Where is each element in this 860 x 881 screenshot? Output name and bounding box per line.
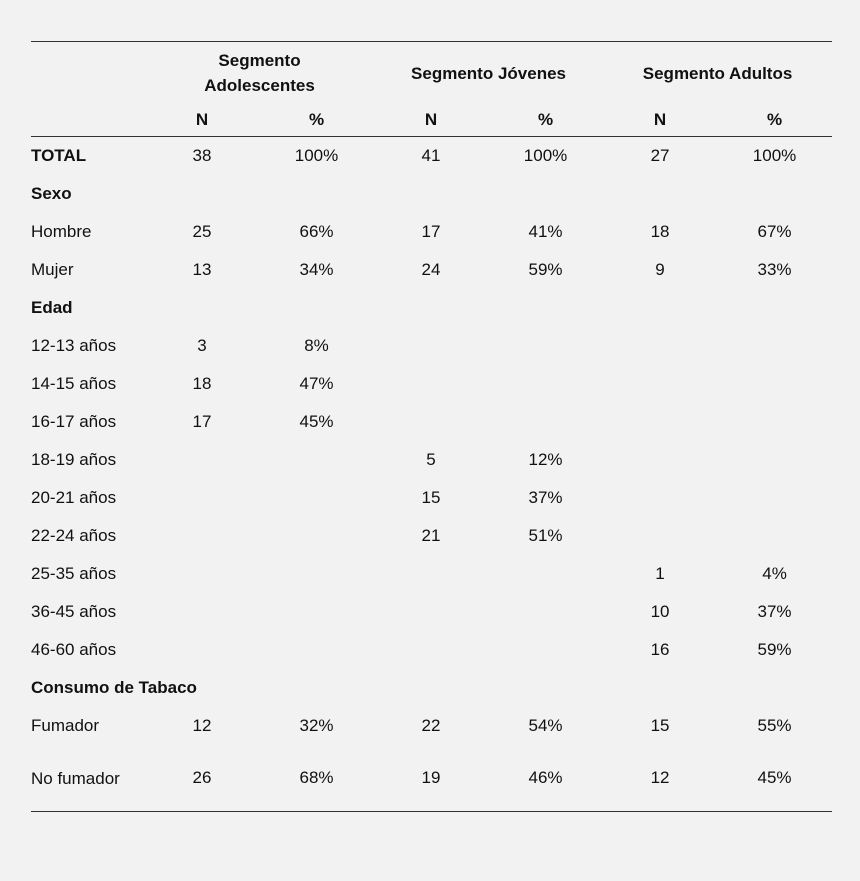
subheader-empty-cell bbox=[31, 104, 145, 137]
count-cell bbox=[145, 555, 259, 593]
count-cell bbox=[603, 517, 717, 555]
row-label: 20-21 años bbox=[31, 488, 117, 507]
row-label: 22-24 años bbox=[31, 526, 117, 545]
table-row bbox=[31, 365, 832, 403]
table-row bbox=[31, 517, 832, 555]
count-cell: 1 bbox=[655, 564, 665, 583]
row-label: 46-60 años bbox=[31, 640, 117, 659]
percent-cell bbox=[488, 327, 603, 365]
percent-cell bbox=[259, 593, 374, 631]
row-label: No fumador bbox=[31, 745, 145, 812]
row-label: Hombre bbox=[31, 222, 92, 241]
percent-cell bbox=[259, 479, 374, 517]
percent-cell: 41% bbox=[528, 222, 563, 241]
percent-cell bbox=[717, 669, 832, 707]
count-cell bbox=[145, 441, 259, 479]
count-cell bbox=[145, 517, 259, 555]
count-cell bbox=[603, 327, 717, 365]
count-cell bbox=[603, 479, 717, 517]
count-cell bbox=[374, 403, 488, 441]
percent-cell bbox=[717, 403, 832, 441]
section-label: Consumo de Tabaco bbox=[31, 678, 197, 697]
segment-header-row bbox=[31, 42, 832, 105]
percent-cell: 68% bbox=[259, 745, 374, 812]
table-row bbox=[31, 441, 832, 479]
subheader-pct: % bbox=[717, 104, 832, 137]
percent-cell: 59% bbox=[757, 640, 792, 659]
table-body bbox=[31, 137, 832, 812]
count-cell bbox=[145, 479, 259, 517]
count-cell: 27 bbox=[650, 146, 670, 165]
count-cell: 18 bbox=[192, 374, 212, 393]
segment-header-line: Segmento Adultos bbox=[642, 63, 793, 83]
table-row bbox=[31, 479, 832, 517]
segment-header-adolescentes bbox=[145, 42, 374, 105]
subheader-pct: % bbox=[259, 104, 374, 137]
count-cell: 38 bbox=[192, 146, 212, 165]
percent-cell bbox=[488, 593, 603, 631]
percent-cell bbox=[717, 289, 832, 327]
segment-header-line: Segmento Jóvenes bbox=[411, 63, 566, 83]
table-row bbox=[31, 631, 832, 669]
table-row bbox=[31, 403, 832, 441]
table-row bbox=[31, 669, 832, 707]
count-cell bbox=[603, 365, 717, 403]
count-cell bbox=[603, 441, 717, 479]
count-cell bbox=[374, 631, 488, 669]
count-cell bbox=[603, 403, 717, 441]
table-row bbox=[31, 213, 832, 251]
row-label: Fumador bbox=[31, 716, 100, 735]
percent-cell: 47% bbox=[299, 374, 334, 393]
percent-cell: 45% bbox=[299, 412, 334, 431]
table-row bbox=[31, 289, 832, 327]
percent-cell: 45% bbox=[717, 745, 832, 812]
percent-cell bbox=[488, 175, 603, 213]
percent-cell: 32% bbox=[299, 716, 334, 735]
percent-cell bbox=[259, 669, 374, 707]
percent-cell: 100% bbox=[752, 146, 797, 165]
table-row bbox=[31, 327, 832, 365]
percent-cell: 51% bbox=[528, 526, 563, 545]
table-row bbox=[31, 745, 832, 812]
count-cell: 17 bbox=[421, 222, 441, 241]
percent-cell bbox=[488, 403, 603, 441]
column-subheader-row bbox=[31, 104, 832, 137]
count-cell: 3 bbox=[197, 336, 207, 355]
percent-cell: 8% bbox=[304, 336, 329, 355]
count-cell: 15 bbox=[421, 488, 441, 507]
row-label: 25-35 años bbox=[31, 564, 117, 583]
row-label: 14-15 años bbox=[31, 374, 117, 393]
count-cell: 41 bbox=[421, 146, 441, 165]
count-cell: 22 bbox=[421, 716, 441, 735]
subheader-n: N bbox=[374, 104, 488, 137]
count-cell bbox=[374, 365, 488, 403]
segment-header-adultos bbox=[603, 42, 832, 105]
percent-cell bbox=[488, 631, 603, 669]
percent-cell: 4% bbox=[762, 564, 787, 583]
count-cell: 12 bbox=[603, 745, 717, 812]
table-row bbox=[31, 593, 832, 631]
row-label: Mujer bbox=[31, 260, 74, 279]
percent-cell: 37% bbox=[757, 602, 792, 621]
table-row bbox=[31, 707, 832, 745]
percent-cell bbox=[717, 517, 832, 555]
count-cell: 21 bbox=[421, 526, 441, 545]
percent-cell: 34% bbox=[299, 260, 334, 279]
subheader-n: N bbox=[145, 104, 259, 137]
count-cell bbox=[603, 289, 717, 327]
percent-cell: 46% bbox=[488, 745, 603, 812]
percent-cell: 12% bbox=[528, 450, 563, 469]
percent-cell: 100% bbox=[523, 146, 568, 165]
count-cell bbox=[145, 631, 259, 669]
percent-cell bbox=[259, 441, 374, 479]
count-cell: 10 bbox=[650, 602, 670, 621]
row-label: 18-19 años bbox=[31, 450, 117, 469]
percent-cell bbox=[717, 327, 832, 365]
count-cell: 17 bbox=[192, 412, 212, 431]
subheader-n: N bbox=[603, 104, 717, 137]
subheader-pct: % bbox=[488, 104, 603, 137]
table-row bbox=[31, 555, 832, 593]
percent-cell bbox=[488, 555, 603, 593]
data-table bbox=[31, 41, 832, 812]
count-cell: 16 bbox=[650, 640, 670, 659]
count-cell bbox=[603, 175, 717, 213]
count-cell bbox=[603, 669, 717, 707]
count-cell bbox=[374, 593, 488, 631]
percent-cell bbox=[259, 517, 374, 555]
count-cell bbox=[374, 555, 488, 593]
table-row bbox=[31, 251, 832, 289]
count-cell: 13 bbox=[192, 260, 212, 279]
row-label: 36-45 años bbox=[31, 602, 117, 621]
percent-cell bbox=[488, 365, 603, 403]
percent-cell bbox=[259, 289, 374, 327]
percent-cell: 67% bbox=[757, 222, 792, 241]
count-cell bbox=[374, 289, 488, 327]
section-label: Sexo bbox=[31, 184, 72, 203]
table-row bbox=[31, 137, 832, 176]
percent-cell: 59% bbox=[528, 260, 563, 279]
count-cell: 18 bbox=[650, 222, 670, 241]
segment-header-line: Segmento bbox=[218, 51, 301, 70]
count-cell bbox=[145, 175, 259, 213]
percent-cell bbox=[488, 669, 603, 707]
percent-cell bbox=[259, 555, 374, 593]
section-label: TOTAL bbox=[31, 146, 87, 165]
segment-header-line: Adolescentes bbox=[204, 76, 315, 95]
row-label: 16-17 años bbox=[31, 412, 117, 431]
count-cell bbox=[145, 289, 259, 327]
percent-cell: 55% bbox=[757, 716, 792, 735]
percent-cell bbox=[717, 479, 832, 517]
section-label: Edad bbox=[31, 298, 73, 317]
percent-cell bbox=[717, 365, 832, 403]
percent-cell bbox=[488, 289, 603, 327]
percent-cell: 37% bbox=[528, 488, 563, 507]
count-cell bbox=[145, 593, 259, 631]
percent-cell bbox=[717, 441, 832, 479]
percent-cell: 54% bbox=[528, 716, 563, 735]
count-cell: 12 bbox=[192, 716, 212, 735]
count-cell: 5 bbox=[426, 450, 436, 469]
percent-cell: 100% bbox=[294, 146, 339, 165]
count-cell: 25 bbox=[192, 222, 212, 241]
count-cell bbox=[374, 327, 488, 365]
count-cell: 9 bbox=[655, 260, 665, 279]
percent-cell: 33% bbox=[757, 260, 792, 279]
percent-cell bbox=[259, 631, 374, 669]
corner-header-cell bbox=[31, 42, 145, 105]
count-cell bbox=[374, 669, 488, 707]
percent-cell bbox=[717, 175, 832, 213]
table-row bbox=[31, 175, 832, 213]
count-cell: 24 bbox=[421, 260, 441, 279]
row-label: 12-13 años bbox=[31, 336, 117, 355]
percent-cell: 66% bbox=[299, 222, 334, 241]
percent-cell bbox=[259, 175, 374, 213]
count-cell: 19 bbox=[374, 745, 488, 812]
count-cell: 26 bbox=[145, 745, 259, 812]
count-cell: 15 bbox=[650, 716, 670, 735]
count-cell bbox=[374, 175, 488, 213]
segment-header-jovenes bbox=[374, 42, 603, 105]
